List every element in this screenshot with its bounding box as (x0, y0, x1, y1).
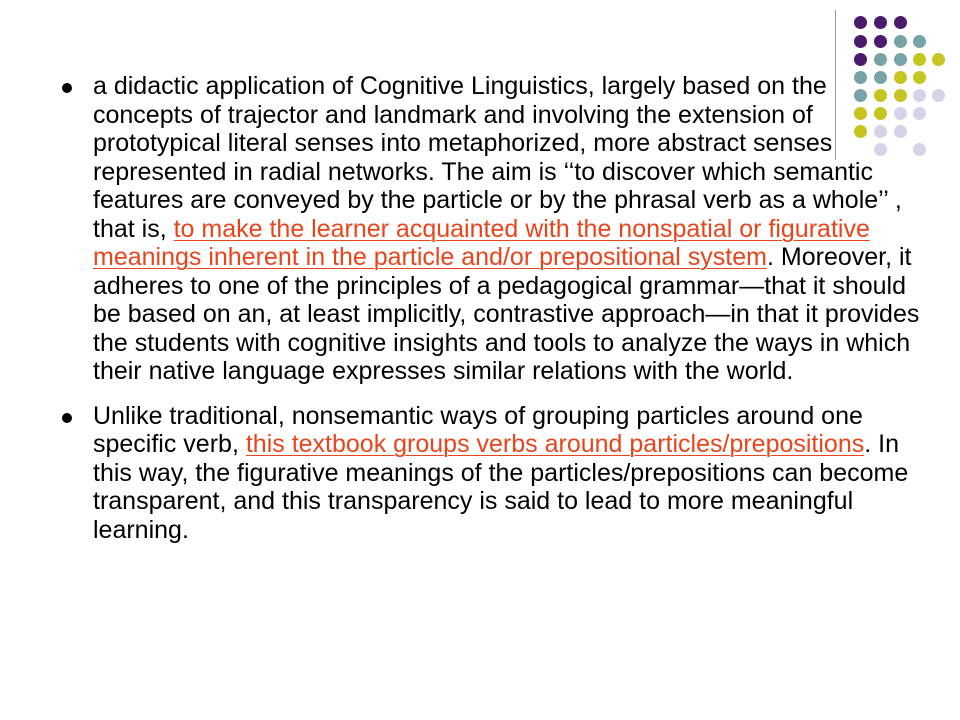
highlighted-link-text[interactable]: to make the learner acquainted with the nonspatial or figurative meanings inherent in the particle and/or prepositional system (93, 214, 870, 271)
decorative-dot (913, 35, 926, 48)
bullet-dot-icon (62, 83, 72, 93)
decorative-dot (874, 35, 887, 48)
paragraph-text: . Moreover, it adheres to one of the principles of a pedagogical grammar—that it should be based on an, at least implicitly, contrastive approach—in that it provides the students with cognitive insights and tools to analyze the ways in which their native language expresses similar relations with the world. (93, 243, 920, 385)
bullet-paragraph (60, 72, 920, 386)
bullet-dot-icon (62, 413, 72, 423)
paragraph-text: . In this way, the figurative meanings of the particles/prepositions can become transparent, and this transparency is said to lead to more meaningful learning. (93, 430, 909, 544)
bullet-paragraph (60, 402, 920, 545)
decorative-dot (854, 35, 867, 48)
decorative-dot (894, 16, 907, 29)
decorative-dot (874, 16, 887, 29)
paragraph-text: Unlike traditional, nonsemantic ways of grouping particles around one specific verb, (93, 401, 863, 458)
decorative-dot (854, 53, 867, 66)
slide-body (60, 72, 920, 544)
decorative-dot (894, 53, 907, 66)
decorative-dot (894, 35, 907, 48)
decorative-dot (913, 53, 926, 66)
decorative-dot (932, 53, 945, 66)
decorative-dot (932, 89, 945, 102)
paragraph-text: a didactic application of Cognitive Linguistics, largely based on the concepts of trajector and landmark and involving the extension of prototypical literal senses into metaphorized, more abstract senses represented in radial networks. The aim is ‘‘to discover which semantic features are conveyed by the particle or by the phrasal verb as a whole’’ , that is, (93, 72, 902, 243)
decorative-dot (874, 53, 887, 66)
decorative-dot (854, 16, 867, 29)
highlighted-link-text[interactable]: this textbook groups verbs around particles/prepositions (245, 430, 865, 458)
